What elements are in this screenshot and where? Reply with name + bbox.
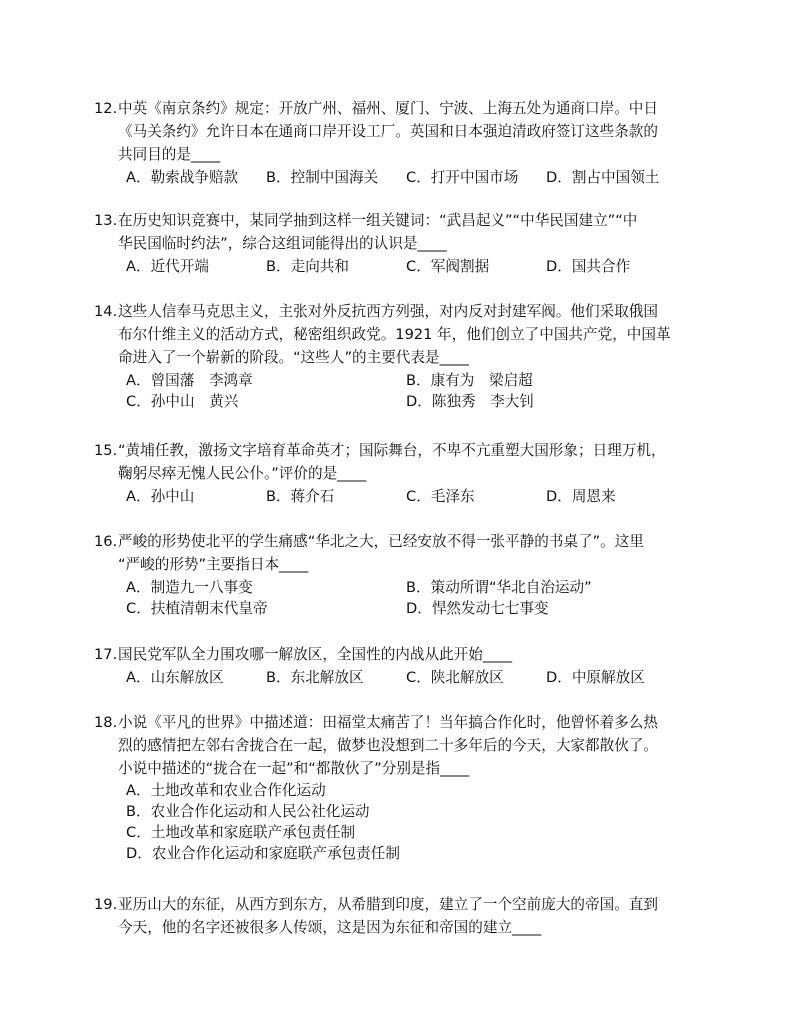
- option-c[interactable]: C．军阀割据: [406, 258, 490, 275]
- question-stem-line: 18.小说《平凡的世界》中描述道：田福堂太痛苦了！当年搞合作化时，他曾怀着多么热: [118, 711, 714, 734]
- option-d[interactable]: D．农业合作化运动和家庭联产承包责任制: [126, 845, 400, 862]
- options-row: [126, 390, 714, 411]
- options-row: [126, 369, 714, 390]
- question-number: 19.: [94, 896, 118, 913]
- option-b[interactable]: B．走向共和: [266, 258, 349, 275]
- question-19: [94, 893, 714, 939]
- options-row: [126, 255, 714, 278]
- question-16: [94, 530, 714, 618]
- option-d[interactable]: D．中原解放区: [546, 669, 645, 686]
- question-stem-line: 命进入了一个崭新的阶段。“这些人”的主要代表是____: [118, 349, 469, 366]
- question-stem-line: 烈的感情把左邻右舍拢合在一起，做梦也没想到二十多年后的今天，大家都散伙了。: [118, 737, 658, 754]
- question-stem-line: 15.“黄埔任教，激扬文字培育革命英才；国际舞台，不卑不亢重塑大国形象；日理万机，: [118, 439, 714, 462]
- question-stem-line: “严峻的形势”主要指日本____: [118, 556, 309, 573]
- option-d[interactable]: D．周恩来: [546, 488, 616, 505]
- question-14: [94, 300, 714, 411]
- option-b[interactable]: B．策动所谓“华北自治运动”: [406, 579, 592, 596]
- options-row: [126, 166, 714, 189]
- question-13: [94, 209, 714, 278]
- option-b[interactable]: B．蒋介石: [266, 488, 335, 505]
- question-12: [94, 97, 714, 189]
- question-number: 15.: [94, 442, 118, 459]
- question-17: [94, 643, 714, 689]
- option-c[interactable]: C．陕北解放区: [406, 669, 504, 686]
- options-row: [126, 576, 714, 597]
- question-stem-line: 12.中英《南京条约》规定：开放广州、福州、厦门、宁波、上海五处为通商口岸。中日: [118, 97, 714, 120]
- option-d[interactable]: D．割占中国领土: [546, 169, 660, 186]
- option-b[interactable]: B．康有为 梁启超: [406, 372, 533, 389]
- question-stem-line: 《马关条约》允许日本在通商口岸开设工厂。英国和日本强迫清政府签订这些条款的: [118, 123, 658, 140]
- question-15: [94, 439, 714, 508]
- question-number: 18.: [94, 714, 118, 731]
- question-number: 12.: [94, 100, 118, 117]
- option-b[interactable]: B．控制中国海关: [266, 169, 379, 186]
- question-number: 16.: [94, 533, 118, 550]
- question-stem-line: 19.亚历山大的东征，从西方到东方，从希腊到印度，建立了一个空前庞大的帝国。直到: [118, 893, 714, 916]
- option-b[interactable]: B．农业合作化运动和人民公社化运动: [126, 803, 370, 820]
- option-a[interactable]: A．勒索战争赔款: [126, 169, 239, 186]
- options-row: [126, 666, 714, 689]
- option-d[interactable]: D．悍然发动七七事变: [406, 600, 549, 617]
- option-d[interactable]: D．陈独秀 李大钊: [406, 393, 534, 410]
- question-stem-line: 13.在历史知识竞赛中，某同学抽到这样一组关键词：“武昌起义”“中华民国建立”“中: [118, 209, 714, 232]
- question-number: 17.: [94, 646, 118, 663]
- question-stem-line: 华民国临时约法”，综合这组词能得出的认识是____: [118, 235, 447, 252]
- question-stem-line: 小说中描述的“拢合在一起”和“都散伙了”分别是指____: [118, 760, 470, 777]
- option-a[interactable]: A．山东解放区: [126, 669, 224, 686]
- option-a[interactable]: A．孙中山: [126, 488, 195, 505]
- option-a[interactable]: A．制造九一八事变: [126, 579, 253, 596]
- question-stem-line: 共同目的是____: [118, 146, 221, 163]
- question-stem-line: 今天，他的名字还被很多人传颂，这是因为东征和帝国的建立____: [118, 919, 542, 936]
- question-number: 13.: [94, 212, 118, 229]
- option-a[interactable]: A．土地改革和农业合作化运动: [126, 782, 326, 799]
- question-stem-line: 14.这些人信奉马克思主义，主张对外反抗西方列强，对内反对封建军阀。他们采取俄国: [118, 300, 714, 323]
- question-stem-line: 鞠躬尽瘁无愧人民公仆。”评价的是____: [118, 465, 367, 482]
- question-stem-line: 17.国民党军队全力围攻哪一解放区，全国性的内战从此开始____: [118, 643, 714, 666]
- options-list: [126, 780, 714, 864]
- option-b[interactable]: B．东北解放区: [266, 669, 364, 686]
- option-c[interactable]: C．扶植清朝末代皇帝: [126, 600, 268, 617]
- question-stem-line: 16.严峻的形势使北平的学生痛感“华北之大，已经安放不得一张平静的书桌了”。这里: [118, 530, 714, 553]
- options-row: [126, 485, 714, 508]
- option-c[interactable]: C．孙中山 黄兴: [126, 393, 239, 410]
- option-c[interactable]: C．土地改革和家庭联产承包责任制: [126, 824, 356, 841]
- question-number: 14.: [94, 303, 118, 320]
- question-stem-line: 布尔什维主义的活动方式，秘密组织政党。1921 年，他们创立了中国共产党，中国革: [118, 326, 671, 343]
- option-d[interactable]: D．国共合作: [546, 258, 631, 275]
- options-row: [126, 597, 714, 618]
- option-a[interactable]: A．近代开端: [126, 258, 209, 275]
- option-a[interactable]: A．曾国藩 李鸿章: [126, 372, 253, 389]
- question-18: [94, 711, 714, 864]
- option-c[interactable]: C．打开中国市场: [406, 169, 519, 186]
- option-c[interactable]: C．毛泽东: [406, 488, 475, 505]
